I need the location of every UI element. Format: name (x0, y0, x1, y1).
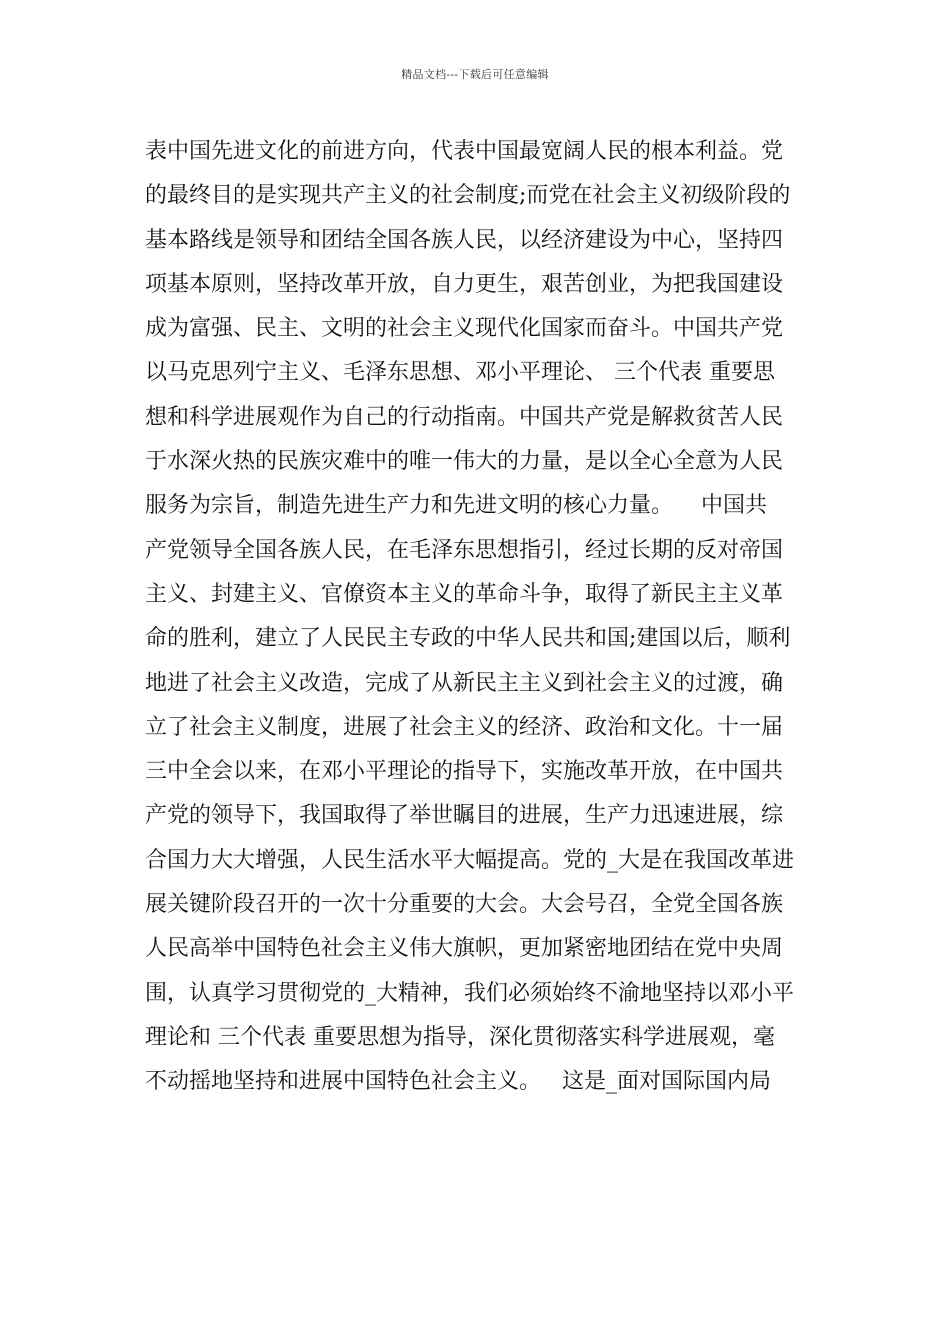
body-line: 主义、封建主义、官僚资本主义的革命斗争，取得了新民主主义革 (145, 581, 784, 607)
body-line: 人民高举中国特色社会主义伟大旗帜，更加紧密地团结在党中央周 (145, 936, 784, 962)
body-line: 产党的领导下，我国取得了举世瞩目的进展，生产力迅速进展，综 (145, 803, 784, 829)
body-line: 展关键阶段召开的一次十分重要的大会。大会号召，全党全国各族 (145, 892, 784, 918)
body-line: 以马克思列宁主义、毛泽东思想、邓小平理论、 三个代表 重要思 (145, 360, 775, 386)
document-body (145, 130, 810, 1105)
body-line: 合国力大大增强，人民生活水平大幅提高。党的_大是在我国改革进 (145, 847, 795, 873)
body-line: 围，认真学习贯彻党的_大精神，我们必须始终不渝地坚持以邓小平 (145, 980, 795, 1006)
body-line: 表中国先进文化的前进方向，代表中国最宽阔人民的根本利益。党 (145, 139, 784, 164)
body-line: 命的胜利，建立了人民民主专政的中华人民共和国;建国以后，顺利 (145, 626, 791, 652)
body-line: 地进了社会主义改造，完成了从新民主主义到社会主义的过渡，确 (145, 670, 784, 696)
body-line: 不动摇地坚持和进展中国特色社会主义。 这是_面对国际国内局 (145, 1069, 771, 1095)
body-line: 服务为宗旨，制造先进生产力和先进文明的核心力量。 中国共 (145, 493, 767, 519)
page-header: 精品文档---下载后可任意编辑 (401, 68, 549, 81)
body-line: 于水深火热的民族灾难中的唯一伟大的力量，是以全心全意为人民 (145, 449, 784, 475)
body-line: 产党领导全国各族人民，在毛泽东思想指引，经过长期的反对帝国 (145, 537, 784, 563)
body-line: 理论和 三个代表 重要思想为指导，深化贯彻落实科学进展观，毫 (145, 1024, 775, 1050)
body-line: 想和科学进展观作为自己的行动指南。中国共产党是解救贫苦人民 (145, 404, 784, 430)
body-line: 的最终目的是实现共产主义的社会制度;而党在社会主义初级阶段的 (145, 183, 791, 209)
body-line: 基本路线是领导和团结全国各族人民，以经济建设为中心，坚持四 (145, 227, 784, 253)
body-line: 项基本原则，坚持改革开放，自力更生，艰苦创业，为把我国建设 (145, 271, 784, 297)
body-line: 成为富强、民主、文明的社会主义现代化国家而奋斗。中国共产党 (145, 316, 784, 342)
body-line: 立了社会主义制度，进展了社会主义的经济、政治和文化。十一届 (145, 714, 784, 740)
body-line: 三中全会以来，在邓小平理论的指导下，实施改革开放，在中国共 (145, 759, 784, 785)
